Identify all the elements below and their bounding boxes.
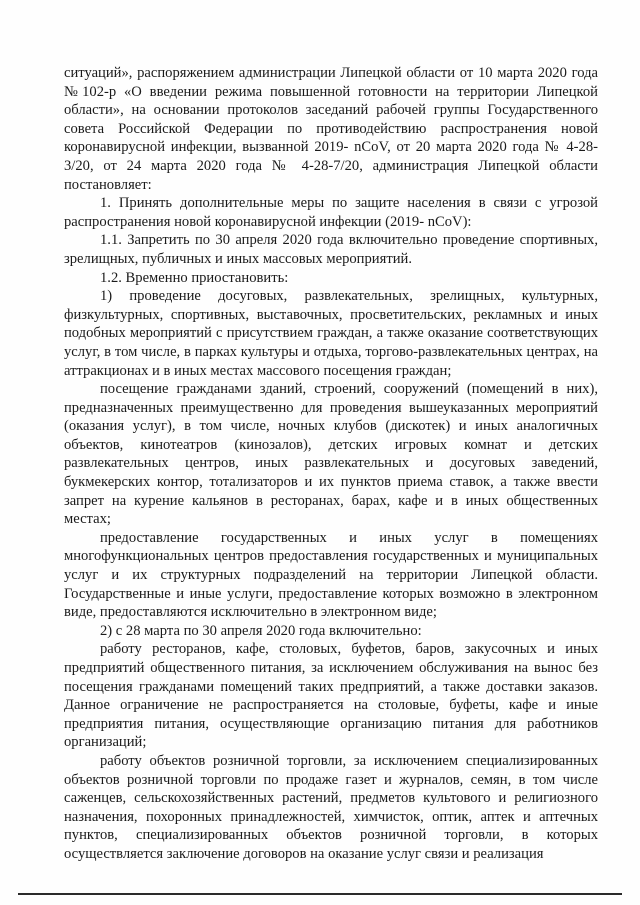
document-body	[64, 64, 598, 864]
paragraph: 1.1. Запретить по 30 апреля 2020 года включительно проведение спортивных, зрелищных, публичных и иных массовых мероприятий.	[64, 232, 598, 267]
page-bottom-edge	[18, 893, 622, 895]
paragraph: 1) проведение досуговых, развлекательных, зрелищных, культурных, физкультурных, спортивных, выставочных, просветительских, рекламных и иных подобных мероприятий с присутствием граждан, а также оказание соответствующих услуг, в том числе, в парках культуры и отдыха, торгово-развлекательных центрах, на аттракционах и в иных местах массового посещения граждан;	[64, 288, 598, 379]
paragraph: работу ресторанов, кафе, столовых, буфетов, баров, закусочных и иных предприятий общественного питания, за исключением обслуживания на вынос без посещения гражданами помещений таких предприятий, а также доставки заказов. Данное ограничение не распространяется на столовые, буфеты, кафе и иные предприятия питания, осуществляющие организацию питания для работников организаций;	[64, 641, 598, 751]
paragraph: 1.2. Временно приостановить:	[100, 269, 289, 286]
paragraph: 1. Принять дополнительные меры по защите населения в связи с угрозой распространения новой коронавирусной инфекции (2019- nCoV):	[64, 195, 598, 230]
paragraph: работу объектов розничной торговли, за исключением специализированных объектов розничной торговли по продаже газет и журналов, семян, в том числе саженцев, сельскохозяйственных растений, предметов культового и религиозного назначения, похоронных принадлежностей, химчисток, оптик, аптек и аптечных пунктов, специализированных объектов розничной торговли, в которых осуществляется заключение договоров на оказание услуг связи и реализация	[64, 752, 598, 862]
paragraph: предоставление государственных и иных услуг в помещениях многофункциональных центров предоставления государственных и муниципальных услуг и их структурных подразделений на территории Липецкой области. Государственные и иные услуги, предоставление которых возможно в электронном виде, предоставляются исключительно в электронном виде;	[64, 529, 598, 621]
paragraph: посещение гражданами зданий, строений, сооружений (помещений в них), предназначенных преимущественно для проведения вышеуказанных мероприятий (оказания услуг), в том числе, ночных клубов (дискотек) и иных аналогичных объектов, кинотеатров (кинозалов), детских игровых комнат и детских развлекательных центров, иных развлекательных и досуговых заведений, букмекерских контор, тотализаторов и их пунктов приема ставок, а также ввести запрет на курение кальянов в ресторанах, барах, кафе и в иных общественных местах;	[64, 381, 598, 528]
paragraph: 2) с 28 марта по 30 апреля 2020 года включительно:	[100, 622, 422, 639]
paragraph: ситуаций», распоряжением администрации Липецкой области от 10 марта 2020 года №102-р «О введении режима повышенной готовности на территории Липецкой области», на основании протоколов заседаний рабочей группы Государственного совета Российской Федерации по противодействию распространения новой коронавирусной инфекции, вызванной 2019- nCoV, от 20 марта 2020 года № 4-28-3/20, от 24 марта 2020 года № 4-28-7/20, администрация Липецкой области постановляет:	[64, 65, 598, 193]
